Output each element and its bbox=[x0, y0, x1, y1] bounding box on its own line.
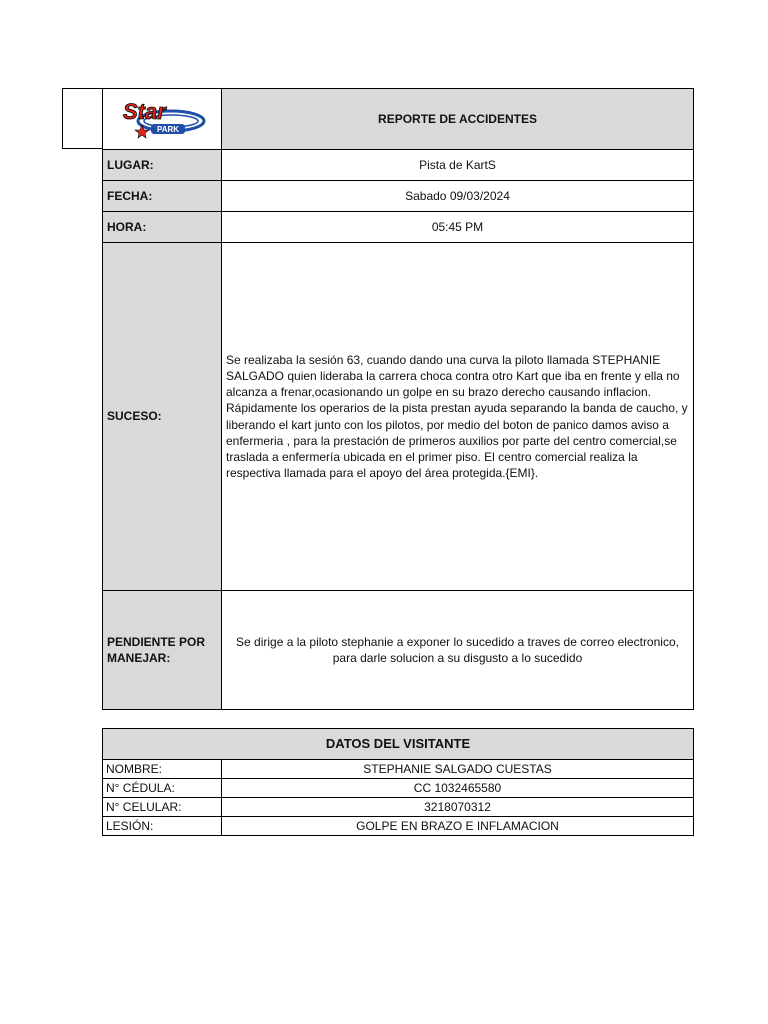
fecha-value: Sabado 09/03/2024 bbox=[222, 181, 694, 212]
svg-text:Star: Star bbox=[123, 98, 166, 124]
suceso-value: Se realizaba la sesión 63, cuando dando una curva la piloto llamada STEPHANIE SALGADO quien lideraba la carrera choca contra otro Kart que iba en frente y ella no alcanza a frenar,ocasionando un golpe en su brazo derecho causando inflacion. Rápidamente los operarios de la pista prestan ayuda separando la banda de caucho, y liberando el kart junto con los pilotos, por medio del boton de panico damos aviso a enfermeria , para la prestación de primeros auxilios por parte del centro comercial,se traslada a enfermería ubicada en el primer piso. El centro comercial realiza la respectiva llamada para el apoyo del área protegida.{EMI}. bbox=[222, 243, 694, 591]
lugar-label: LUGAR: bbox=[103, 150, 222, 181]
star-park-logo-icon bbox=[115, 95, 209, 139]
hora-label: HORA: bbox=[103, 212, 222, 243]
svg-text:PARK: PARK bbox=[156, 124, 180, 134]
visitor-title: DATOS DEL VISITANTE bbox=[103, 729, 694, 760]
fecha-label: FECHA: bbox=[103, 181, 222, 212]
report-title: REPORTE DE ACCIDENTES bbox=[222, 89, 694, 150]
lugar-value: Pista de KartS bbox=[222, 150, 694, 181]
visitor-row-value: GOLPE EN BRAZO E INFLAMACION bbox=[222, 817, 694, 836]
hora-value: 05:45 PM bbox=[222, 212, 694, 243]
logo-cell bbox=[103, 89, 222, 150]
visitor-data-table bbox=[102, 728, 694, 836]
visitor-row-label: N° CÉDULA: bbox=[103, 779, 222, 798]
visitor-row-label: LESIÓN: bbox=[103, 817, 222, 836]
pendiente-label: PENDIENTE POR MANEJAR: bbox=[103, 591, 222, 710]
visitor-row-value: CC 1032465580 bbox=[222, 779, 694, 798]
visitor-row-value: 3218070312 bbox=[222, 798, 694, 817]
visitor-row-value: STEPHANIE SALGADO CUESTAS bbox=[222, 760, 694, 779]
visitor-row-label: N° CELULAR: bbox=[103, 798, 222, 817]
accident-report-table bbox=[102, 88, 694, 710]
pendiente-value: Se dirige a la piloto stephanie a exponer lo sucedido a traves de correo electronico, para darle solucion a su disgusto a lo sucedido bbox=[222, 591, 694, 710]
visitor-row-label: NOMBRE: bbox=[103, 760, 222, 779]
left-margin-box bbox=[62, 88, 103, 149]
suceso-label: SUCESO: bbox=[103, 243, 222, 591]
